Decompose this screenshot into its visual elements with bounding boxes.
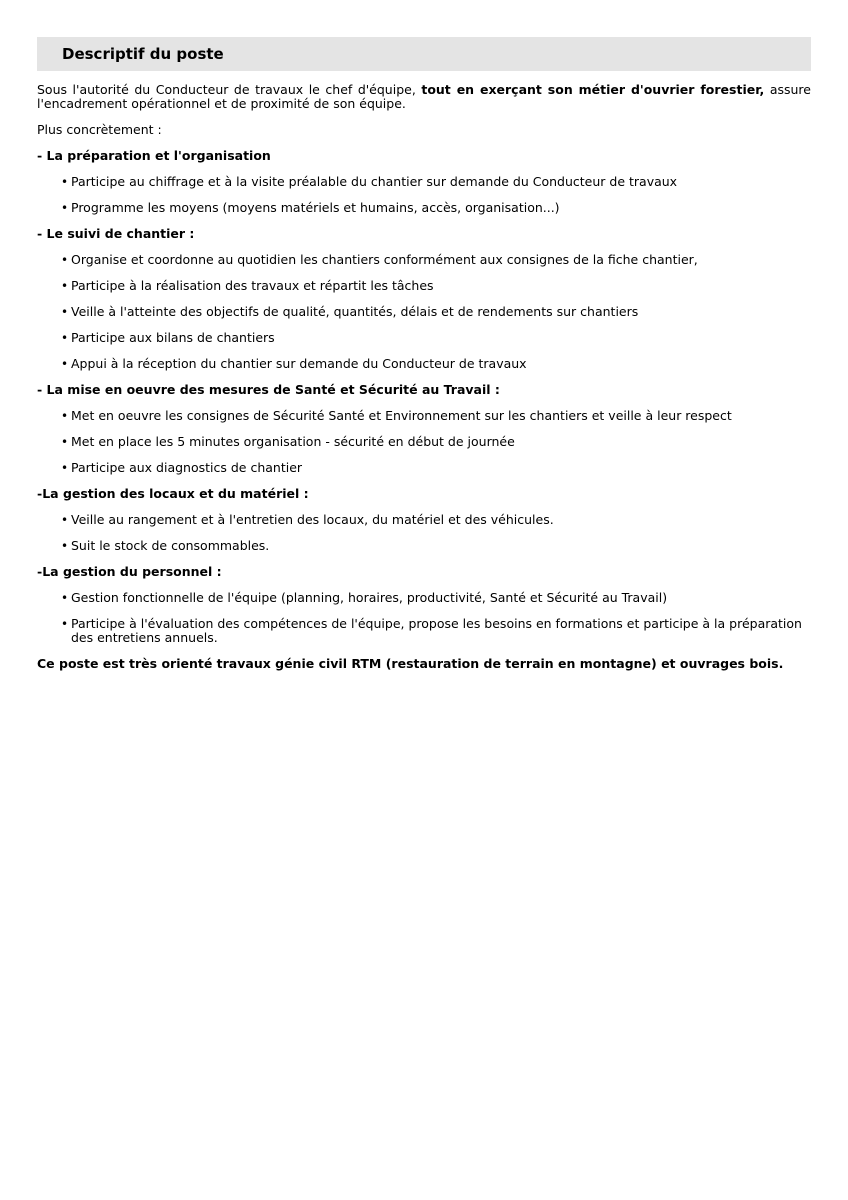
list-item bbox=[37, 591, 811, 605]
list-item-text: Participe au chiffrage et à la visite préalable du chantier sur demande du Conducteur de travaux bbox=[71, 174, 678, 189]
bullet-icon: • bbox=[61, 253, 69, 267]
section-heading-sante-securite: - La mise en oeuvre des mesures de Santé et Sécurité au Travail : bbox=[37, 382, 500, 397]
bullet-icon: • bbox=[61, 539, 69, 553]
list-item-text: Participe à la réalisation des travaux et répartit les tâches bbox=[71, 278, 434, 293]
section-heading-personnel: -La gestion du personnel : bbox=[37, 564, 222, 579]
bullet-icon: • bbox=[61, 279, 69, 293]
list-item-text: Participe à l'évaluation des compétences de l'équipe, propose les besoins en formations et participe à la préparation des entretiens annuels. bbox=[71, 616, 802, 645]
list-item-text: Veille au rangement et à l'entretien des locaux, du matériel et des véhicules. bbox=[71, 512, 554, 527]
list-item bbox=[37, 435, 811, 449]
list-locaux bbox=[37, 513, 811, 553]
list-item-text: Participe aux bilans de chantiers bbox=[71, 330, 275, 345]
section-heading-preparation: - La préparation et l'organisation bbox=[37, 148, 271, 163]
list-item bbox=[37, 279, 811, 293]
bullet-icon: • bbox=[61, 461, 69, 475]
bullet-icon: • bbox=[61, 175, 69, 189]
list-preparation bbox=[37, 175, 811, 215]
closing-statement: Ce poste est très orienté travaux génie civil RTM (restauration de terrain en montagne) et ouvrages bois. bbox=[37, 656, 784, 671]
list-item bbox=[37, 253, 811, 267]
list-sante-securite bbox=[37, 409, 811, 475]
bullet-icon: • bbox=[61, 357, 69, 371]
plus-concretement: Plus concrètement : bbox=[37, 122, 162, 137]
bullet-icon: • bbox=[61, 513, 69, 527]
intro-text-start: Sous l'autorité du Conducteur de travaux le chef d'équipe, bbox=[37, 82, 422, 97]
list-item bbox=[37, 409, 811, 423]
bullet-icon: • bbox=[61, 305, 69, 319]
list-item-text: Appui à la réception du chantier sur demande du Conducteur de travaux bbox=[71, 356, 527, 371]
section-title: Descriptif du poste bbox=[62, 45, 224, 63]
list-item bbox=[37, 539, 811, 553]
bullet-icon: • bbox=[61, 617, 69, 631]
job-description bbox=[37, 37, 811, 671]
list-item-text: Suit le stock de consommables. bbox=[71, 538, 270, 553]
list-item-text: Veille à l'atteinte des objectifs de qualité, quantités, délais et de rendements sur chantiers bbox=[71, 304, 639, 319]
section-heading-suivi: - Le suivi de chantier : bbox=[37, 226, 195, 241]
list-item-text: Programme les moyens (moyens matériels et humains, accès, organisation...) bbox=[71, 200, 560, 215]
section-heading-locaux: -La gestion des locaux et du matériel : bbox=[37, 486, 309, 501]
list-item bbox=[37, 331, 811, 345]
list-item bbox=[37, 461, 811, 475]
list-item-text: Met en oeuvre les consignes de Sécurité Santé et Environnement sur les chantiers et veille à leur respect bbox=[71, 408, 732, 423]
section-header bbox=[37, 37, 811, 71]
list-suivi bbox=[37, 253, 811, 371]
list-item bbox=[37, 305, 811, 319]
bullet-icon: • bbox=[61, 591, 69, 605]
list-item bbox=[37, 357, 811, 371]
list-item-text: Gestion fonctionnelle de l'équipe (planning, horaires, productivité, Santé et Sécurité au Travail) bbox=[71, 590, 668, 605]
bullet-icon: • bbox=[61, 331, 69, 345]
list-item bbox=[37, 175, 811, 189]
bullet-icon: • bbox=[61, 409, 69, 423]
list-item bbox=[37, 617, 811, 645]
bullet-icon: • bbox=[61, 201, 69, 215]
list-item bbox=[37, 513, 811, 527]
intro-text-end: assure l'encadrement opérationnel et de proximité de son équipe. bbox=[37, 82, 811, 111]
intro-text-bold: tout en exerçant son métier d'ouvrier forestier, bbox=[421, 82, 765, 97]
list-item-text: Organise et coordonne au quotidien les chantiers conformément aux consignes de la fiche chantier, bbox=[71, 252, 698, 267]
bullet-icon: • bbox=[61, 435, 69, 449]
list-item-text: Met en place les 5 minutes organisation - sécurité en début de journée bbox=[71, 434, 515, 449]
intro-paragraph bbox=[37, 83, 811, 111]
list-personnel bbox=[37, 591, 811, 645]
list-item bbox=[37, 201, 811, 215]
list-item-text: Participe aux diagnostics de chantier bbox=[71, 460, 303, 475]
